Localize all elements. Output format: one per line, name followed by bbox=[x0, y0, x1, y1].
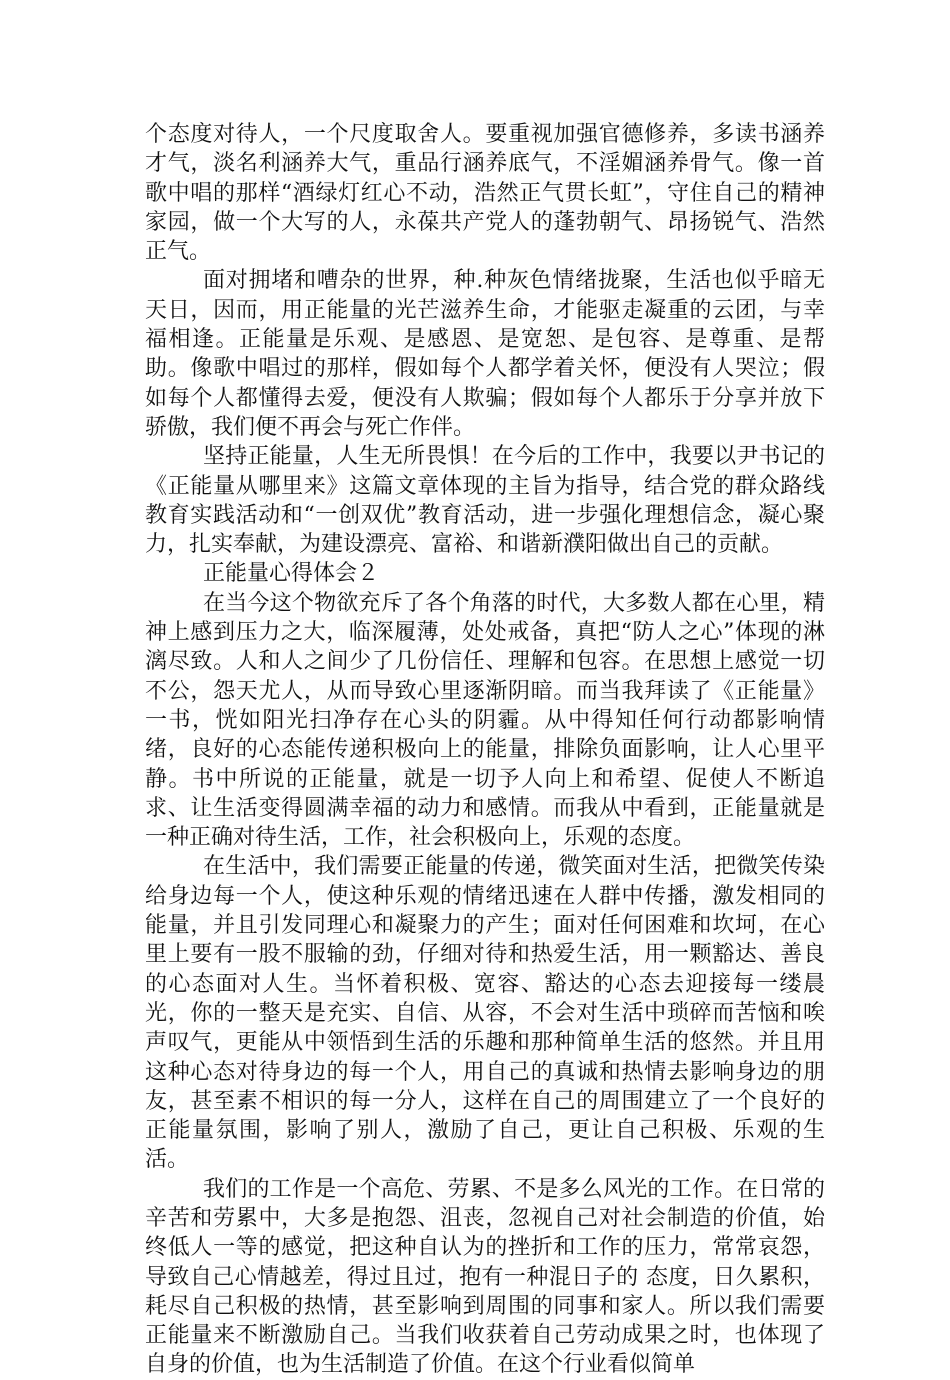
paragraph-4: 在当今这个物欲充斥了各个角落的时代，大多数人都在心里，精神上感到压力之大，临深履薄，处处戒备，真把“防人之心”体现的淋漓尽致。人和人之间少了几份信任、理解和包容。在思想上感觉一切不公，怨天尤人，从而导致心里逐渐阴暗。而当我拜读了《正能量》一书，恍如阳光扫净存在心头的阴霾。从中得知任何行动都影响情绪，良好的心态能传递积极向上的能量，排除负面影响，让人心里平静。书中所说的正能量，就是一切予人向上和希望、促使人不断追求、让生活变得圆满幸福的动力和感情。而我从中看到，正能量就是一种正确对待生活，工作，社会积极向上，乐观的态度。 bbox=[145, 590, 825, 851]
paragraph-6: 我们的工作是一个高危、劳累、不是多么风光的工作。在日常的辛苦和劳累中，大多是抱怨、沮丧，忽视自己对社会制造的价值，始终低人一等的感觉，把这种自认为的挫折和工作的压力，常常哀怨，导致自己心情越差，得过且过，抱有一种混日子的 态度，日久累积，耗尽自己积极的热情，甚至影响到周围的同事和家人。所以我们需要正能量来不断激励自己。当我们收获着自己劳动成果之时，也体现了自身的价值，也为生活制造了价值。在这个行业看似简单 bbox=[145, 1176, 825, 1378]
paragraph-2: 面对拥堵和嘈杂的世界，种.种灰色情绪拢聚，生活也似乎暗无天日，因而，用正能量的光芒滋养生命，才能驱走凝重的云团，与幸福相逢。正能量是乐观、是感恩、是宽恕、是包容、是尊重、是帮助。像歌中唱过的那样，假如每个人都学着关怀，便没有人哭泣；假如每个人都懂得去爱，便没有人欺骗；假如每个人都乐于分享并放下骄傲，我们便不再会与死亡作伴。 bbox=[145, 268, 825, 440]
document-body bbox=[145, 120, 825, 1380]
section-heading: 正能量心得体会２ bbox=[203, 561, 380, 587]
paragraph-5: 在生活中，我们需要正能量的传递，微笑面对生活，把微笑传染给身边每一个人，使这种乐观的情绪迅速在人群中传播，激发相同的能量，并且引发同理心和凝聚力的产生；面对任何困难和坎坷，在心里上要有一股不服输的劲，仔细对待和热爱生活，用一颗豁达、善良的心态面对人生。当怀着积极、宽容、豁达的心态去迎接每一缕晨光，你的一整天是充实、自信、从容，不会对生活中琐碎而苦恼和唉声叹气，更能从中领悟到生活的乐趣和那种简单生活的悠然。并且用这种心态对待身边的每一个人，用自己的真诚和热情去影响身边的朋友，甚至素不相识的每一分人，这样在自己的周围建立了一个良好的正能量氛围，影响了别人，激励了自己，更让自己积极、乐观的生活。 bbox=[145, 854, 825, 1173]
paragraph-3: 坚持正能量，人生无所畏惧！在今后的工作中，我要以尹书记的《正能量从哪里来》这篇文章体现的主旨为指导，结合党的群众路线教育实践活动和“一创双优”教育活动，进一步强化理想信念，凝心聚力，扎实奉献，为建设漂亮、富裕、和谐新濮阳做出自己的贡献。 bbox=[145, 444, 825, 558]
paragraph-1: 个态度对待人，一个尺度取舍人。要重视加强官德修养，多读书涵养才气，淡名利涵养大气，重品行涵养底气，不淫媚涵养骨气。像一首歌中唱的那样“酒绿灯红心不动，浩然正气贯长虹”，守住自己的精神家园，做一个大写的人，永葆共产党人的蓬勃朝气、昂扬锐气、浩然正气。 bbox=[145, 122, 825, 265]
